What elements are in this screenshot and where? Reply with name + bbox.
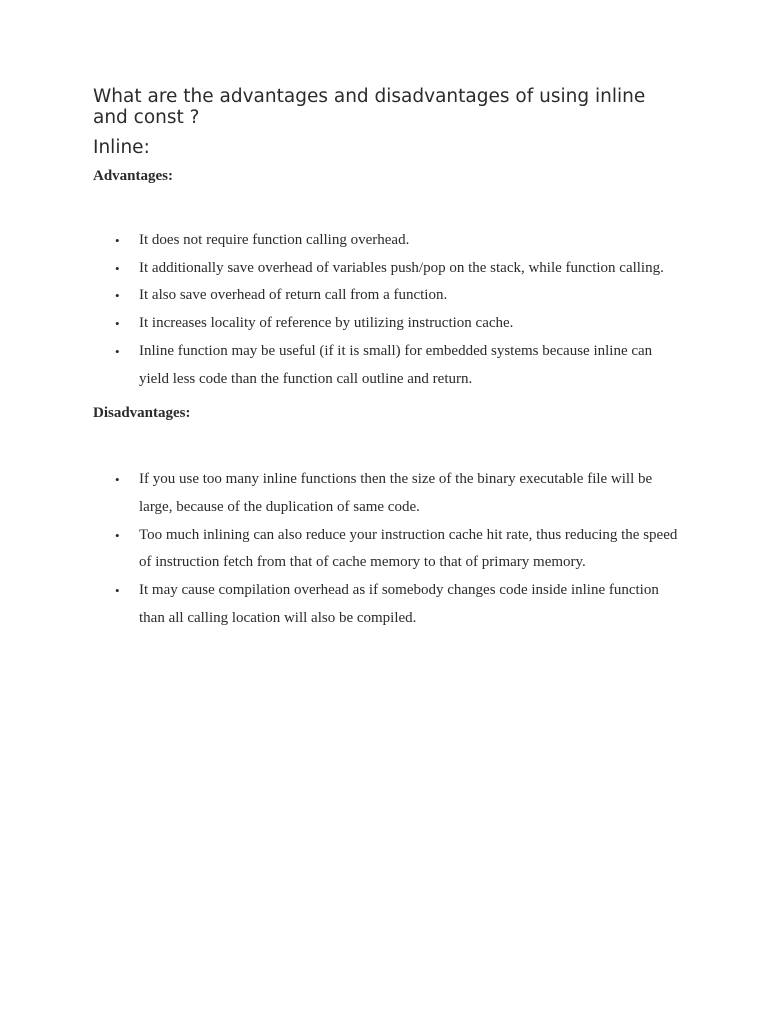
bullet-icon: •	[115, 472, 120, 488]
list-item	[93, 282, 683, 310]
bullet-icon: •	[115, 260, 120, 276]
bullet-icon: •	[115, 583, 120, 599]
bullet-icon: •	[115, 527, 120, 543]
advantages-list	[93, 227, 683, 393]
list-item-text: Too much inlining can also reduce your instruction cache hit rate, thus reducing the speed of instruction fetch from that of cache memory to that of primary memory.	[139, 526, 678, 571]
list-item	[93, 310, 683, 338]
bullet-icon: •	[115, 233, 120, 248]
list-item	[93, 255, 683, 283]
list-item-text: If you use too many inline functions then the size of the binary executable file will be large, because of the duplication of same code.	[139, 471, 653, 515]
bullet-icon: •	[115, 316, 120, 332]
list-item-text: It additionally save overhead of variables push/pop on the stack, while function calling.	[139, 259, 664, 276]
bullet-icon: •	[115, 288, 120, 304]
disadvantages-list	[93, 466, 683, 632]
bullet-icon: •	[115, 343, 120, 359]
document-title: What are the advantages and disadvantages of using inline and const ?	[93, 86, 646, 128]
list-item	[93, 227, 683, 255]
advantages-heading: Advantages:	[93, 168, 174, 184]
list-item	[93, 522, 683, 577]
document-page	[93, 86, 683, 632]
list-item-text: It may cause compilation overhead as if somebody changes code inside inline function than all calling location will also be compiled.	[139, 582, 659, 626]
disadvantages-heading: Disadvantages:	[93, 405, 191, 422]
list-item	[93, 466, 683, 521]
list-item-text: It increases locality of reference by utilizing instruction cache.	[139, 315, 514, 332]
section-title-inline: Inline:	[93, 137, 150, 158]
list-item	[93, 577, 683, 632]
list-item-text: It does not require function calling overhead.	[139, 232, 410, 248]
list-item-text: It also save overhead of return call from a function.	[139, 287, 448, 304]
list-item	[93, 338, 683, 393]
list-item-text: Inline function may be useful (if it is small) for embedded systems because inline can yield less code than the function call outline and return.	[139, 342, 653, 387]
